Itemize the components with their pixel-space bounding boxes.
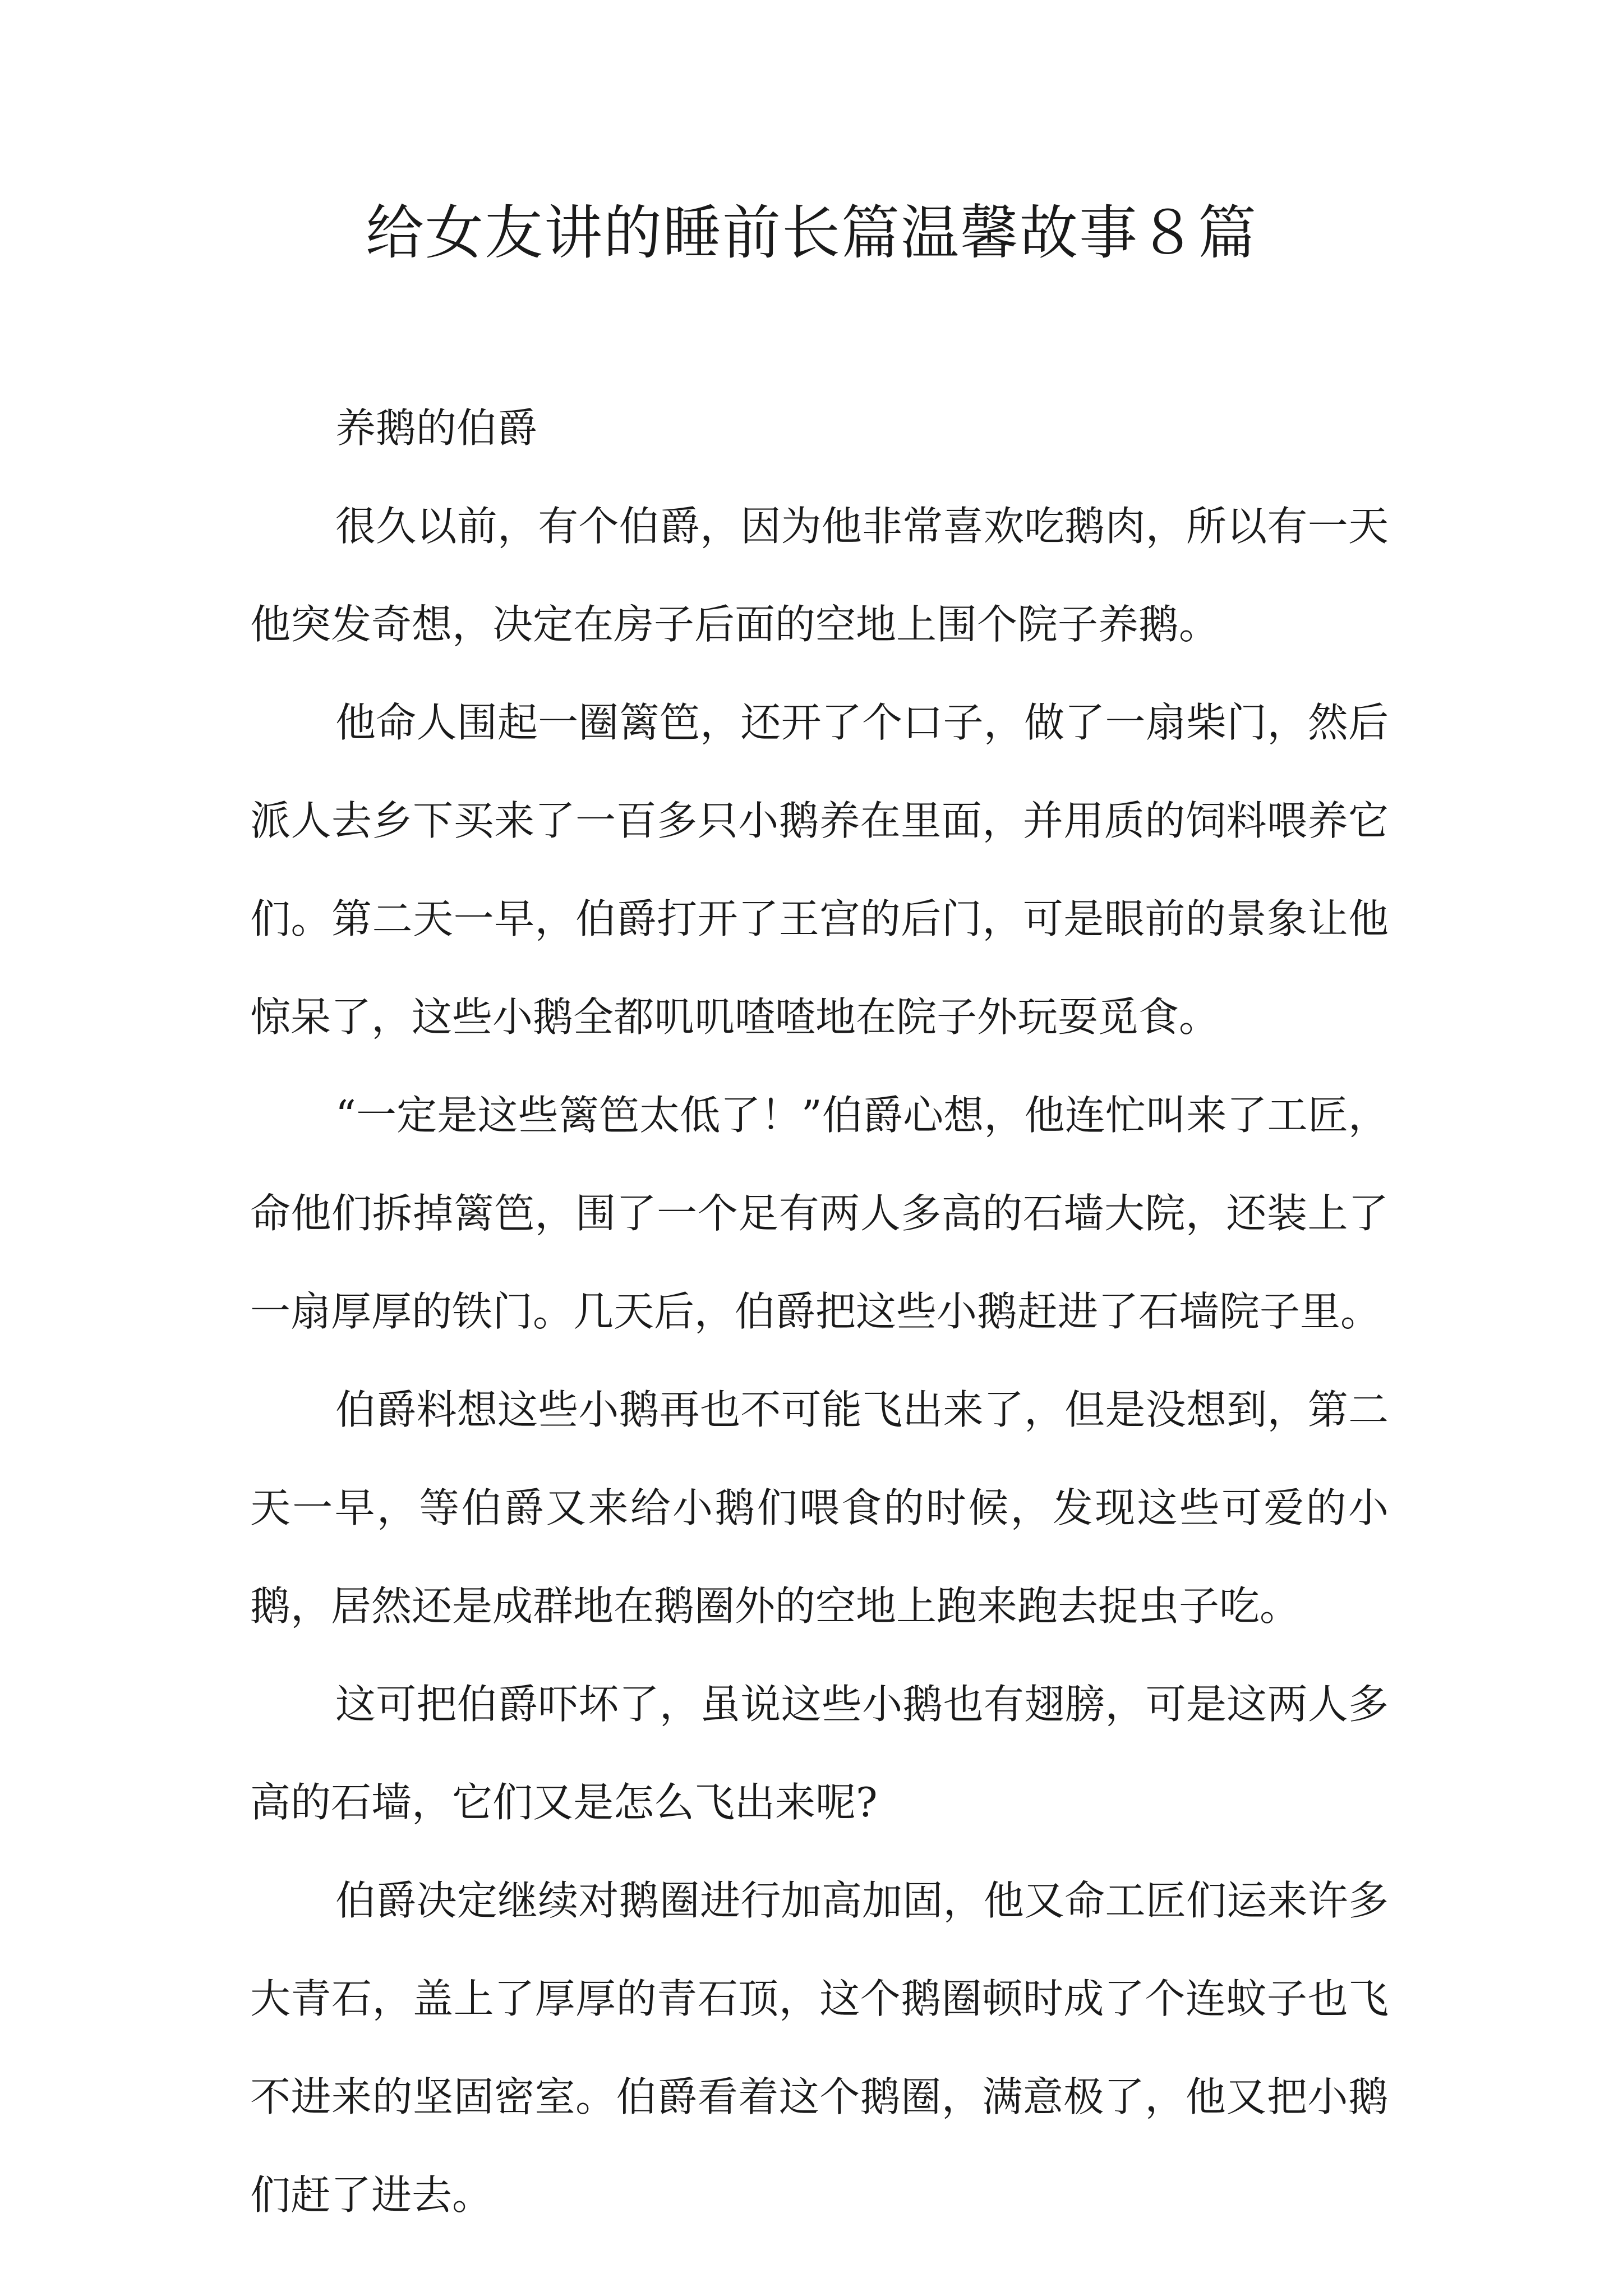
story-title: 养鹅的伯爵 (335, 404, 538, 452)
paragraph: 伯爵决定继续对鹅圈进行加高加固，他又命工匠们运来许多大青石，盖上了厚厚的青石顶，这个鹅圈顿时成了个连蚊子也飞不进来的坚固密室。伯爵看着这个鹅圈，满意极了，他又把小鹅们赶了进去。 (250, 1877, 1389, 2219)
paragraph: 很久以前，有个伯爵，因为他非常喜欢吃鹅肉，所以有一天他突发奇想，决定在房子后面的空地上围个院子养鹅。 (250, 503, 1389, 648)
paragraph: “一定是这些篱笆太低了！”伯爵心想，他连忙叫来了工匠，命他们拆掉篱笆，围了一个足有两人多高的石墙大院，还装上了一扇厚厚的铁门。几天后，伯爵把这些小鹅赶进了石墙院子里。 (250, 1092, 1389, 1335)
document-title: 给女友讲的睡前长篇温馨故事８篇 (365, 199, 1257, 267)
paragraph: 这可把伯爵吓坏了，虽说这些小鹅也有翅膀，可是这两人多高的石墙，它们又是怎么飞出来呢? (250, 1681, 1389, 1826)
paragraph: 他命人围起一圈篱笆，还开了个口子，做了一扇柴门，然后派人去乡下买来了一百多只小鹅养在里面，并用质的饲料喂养它们。第二天一早，伯爵打开了王宫的后门，可是眼前的景象让他惊呆了，这些小鹅全都叽叽喳喳地在院子外玩耍觅食。 (250, 699, 1389, 1041)
paragraph: 伯爵料想这些小鹅再也不可能飞出来了，但是没想到，第二天一早，等伯爵又来给小鹅们喂食的时候，发现这些可爱的小鹅，居然还是成群地在鹅圈外的空地上跑来跑去捉虫子吃。 (250, 1386, 1389, 1630)
document-body (250, 379, 1389, 2244)
